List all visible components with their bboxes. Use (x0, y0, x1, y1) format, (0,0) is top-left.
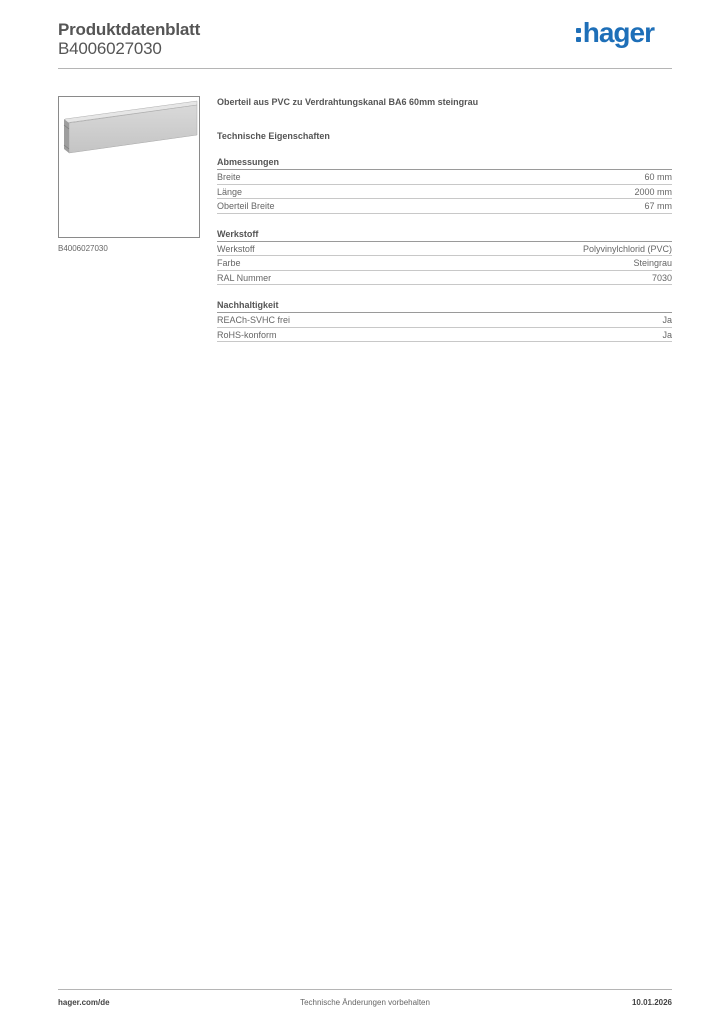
spec-label: Werkstoff (217, 243, 255, 254)
article-number: B4006027030 (58, 39, 162, 58)
spec-value: 60 mm (644, 172, 672, 182)
spec-row (217, 185, 672, 200)
footer-website-link[interactable]: hager.com/de (58, 998, 110, 1007)
spec-row (217, 328, 672, 343)
section-werkstoff (217, 228, 672, 286)
hager-logo (576, 18, 654, 48)
spec-row (217, 199, 672, 214)
product-title: Oberteil aus PVC zu Verdrahtungskanal BA6 60mm steingrau (217, 97, 479, 107)
spec-label: Länge (217, 186, 243, 197)
cable-duct-cover-icon (59, 97, 199, 237)
spec-row (217, 313, 672, 328)
spec-value: 7030 (651, 272, 672, 283)
spec-row (217, 271, 672, 286)
tech-properties-heading: Technische Eigenschaften (217, 131, 330, 141)
spec-row (217, 256, 672, 271)
spec-label: Oberteil Breite (217, 201, 275, 211)
logo-text: hager (582, 17, 654, 48)
section-abmessungen (217, 156, 672, 214)
spec-label: Farbe (217, 258, 241, 268)
document-title: Produktdatenblatt (58, 20, 201, 39)
spec-row (217, 242, 672, 257)
spec-row (217, 170, 672, 185)
section-heading: Abmessungen (217, 156, 672, 170)
spec-label: Breite (217, 172, 241, 182)
image-caption: B4006027030 (58, 244, 108, 253)
spec-value: 67 mm (644, 201, 672, 211)
spec-value: Steingrau (633, 258, 672, 268)
spec-value: 2000 mm (634, 186, 672, 197)
spec-label: RoHS-konform (217, 329, 277, 340)
section-nachhaltigkeit (217, 299, 672, 342)
product-details (217, 96, 672, 342)
section-heading: Nachhaltigkeit (217, 299, 672, 313)
section-heading: Werkstoff (217, 228, 672, 242)
page-header (58, 17, 672, 70)
footer-notice: Technische Änderungen vorbehalten (300, 998, 430, 1007)
header-divider (58, 68, 672, 69)
spec-label: RAL Nummer (217, 272, 272, 283)
spec-value: Ja (662, 329, 672, 340)
spec-value: Ja (662, 315, 672, 325)
product-image (58, 96, 200, 238)
logo-dots-icon (576, 28, 581, 42)
page-footer (58, 998, 672, 1010)
spec-value: Polyvinylchlorid (PVC) (582, 243, 672, 254)
footer-date: 10.01.2026 (631, 998, 672, 1007)
footer-divider (58, 989, 672, 990)
spec-label: REACh-SVHC frei (217, 315, 291, 325)
